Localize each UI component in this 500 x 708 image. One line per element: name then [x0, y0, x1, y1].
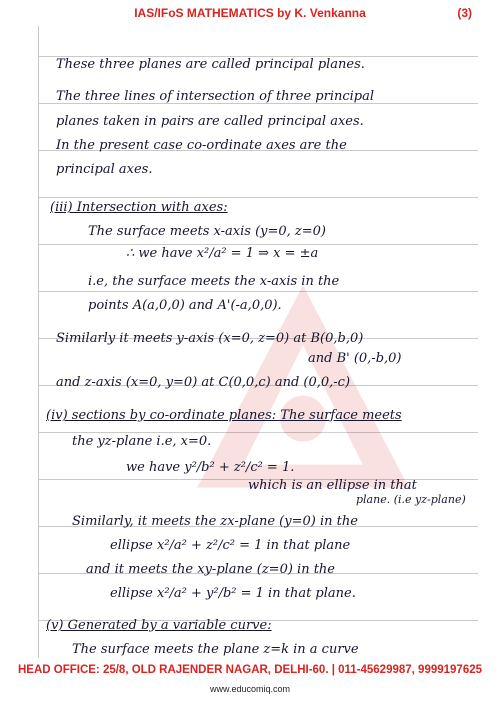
- handwritten-line: These three planes are called principal planes.: [56, 57, 365, 72]
- handwritten-line: the yz-plane i.e, x=0.: [72, 434, 212, 449]
- handwritten-line: ∴ we have x²/a² = 1 ⇒ x = ±a: [126, 246, 319, 261]
- margin-line: [38, 26, 39, 658]
- handwritten-line: i.e, the surface meets the x-axis in the: [88, 274, 340, 289]
- section-heading: (iii) Intersection with axes:: [50, 200, 228, 215]
- ruled-line: [38, 197, 478, 198]
- notebook-sheet: [38, 26, 478, 658]
- handwritten-line: plane. (i.e yz-plane): [356, 493, 466, 506]
- handwritten-line: Similarly it meets y-axis (x=0, z=0) at B(0,b,0): [56, 331, 364, 346]
- ruled-line: [38, 244, 478, 245]
- header-title: IAS/IFoS MATHEMATICS by K. Venkanna: [134, 6, 366, 20]
- section-heading: (v) Generated by a variable curve:: [46, 618, 272, 633]
- handwritten-line: ellipse x²/a² + y²/b² = 1 in that plane.: [110, 586, 356, 601]
- handwritten-line: planes taken in pairs are called principal axes.: [56, 114, 364, 129]
- handwritten-line: ellipse x²/a² + z²/c² = 1 in that plane: [110, 538, 351, 553]
- handwritten-line: The surface meets the plane z=k in a curve: [72, 642, 359, 657]
- handwritten-line: In the present case co-ordinate axes are the: [56, 138, 347, 153]
- footer-address: HEAD OFFICE: 25/8, OLD RAJENDER NAGAR, DELHI-60. | 011-45629987, 9999197625: [17, 664, 483, 676]
- handwritten-line: points A(a,0,0) and A'(-a,0,0).: [88, 298, 282, 313]
- handwritten-line: we have y²/b² + z²/c² = 1.: [126, 460, 295, 475]
- handwritten-line: The three lines of intersection of three principal: [56, 89, 375, 104]
- handwritten-line: principal axes.: [56, 162, 153, 177]
- footer-website[interactable]: www.educomiq.com: [209, 684, 291, 694]
- page-header: [0, 4, 500, 24]
- handwritten-line: Similarly, it meets the zx-plane (y=0) in the: [72, 514, 358, 529]
- page-number: (3): [457, 6, 472, 20]
- handwritten-line: and B' (0,-b,0): [308, 351, 402, 366]
- section-heading: (iv) sections by co-ordinate planes: The surface meets: [46, 408, 402, 423]
- handwritten-line: and z-axis (x=0, y=0) at C(0,0,c) and (0,0,-c): [56, 375, 351, 390]
- handwritten-line: The surface meets x-axis (y=0, z=0): [88, 224, 327, 239]
- handwritten-line: which is an ellipse in that: [248, 478, 417, 493]
- handwritten-line: and it meets the xy-plane (z=0) in the: [86, 562, 335, 577]
